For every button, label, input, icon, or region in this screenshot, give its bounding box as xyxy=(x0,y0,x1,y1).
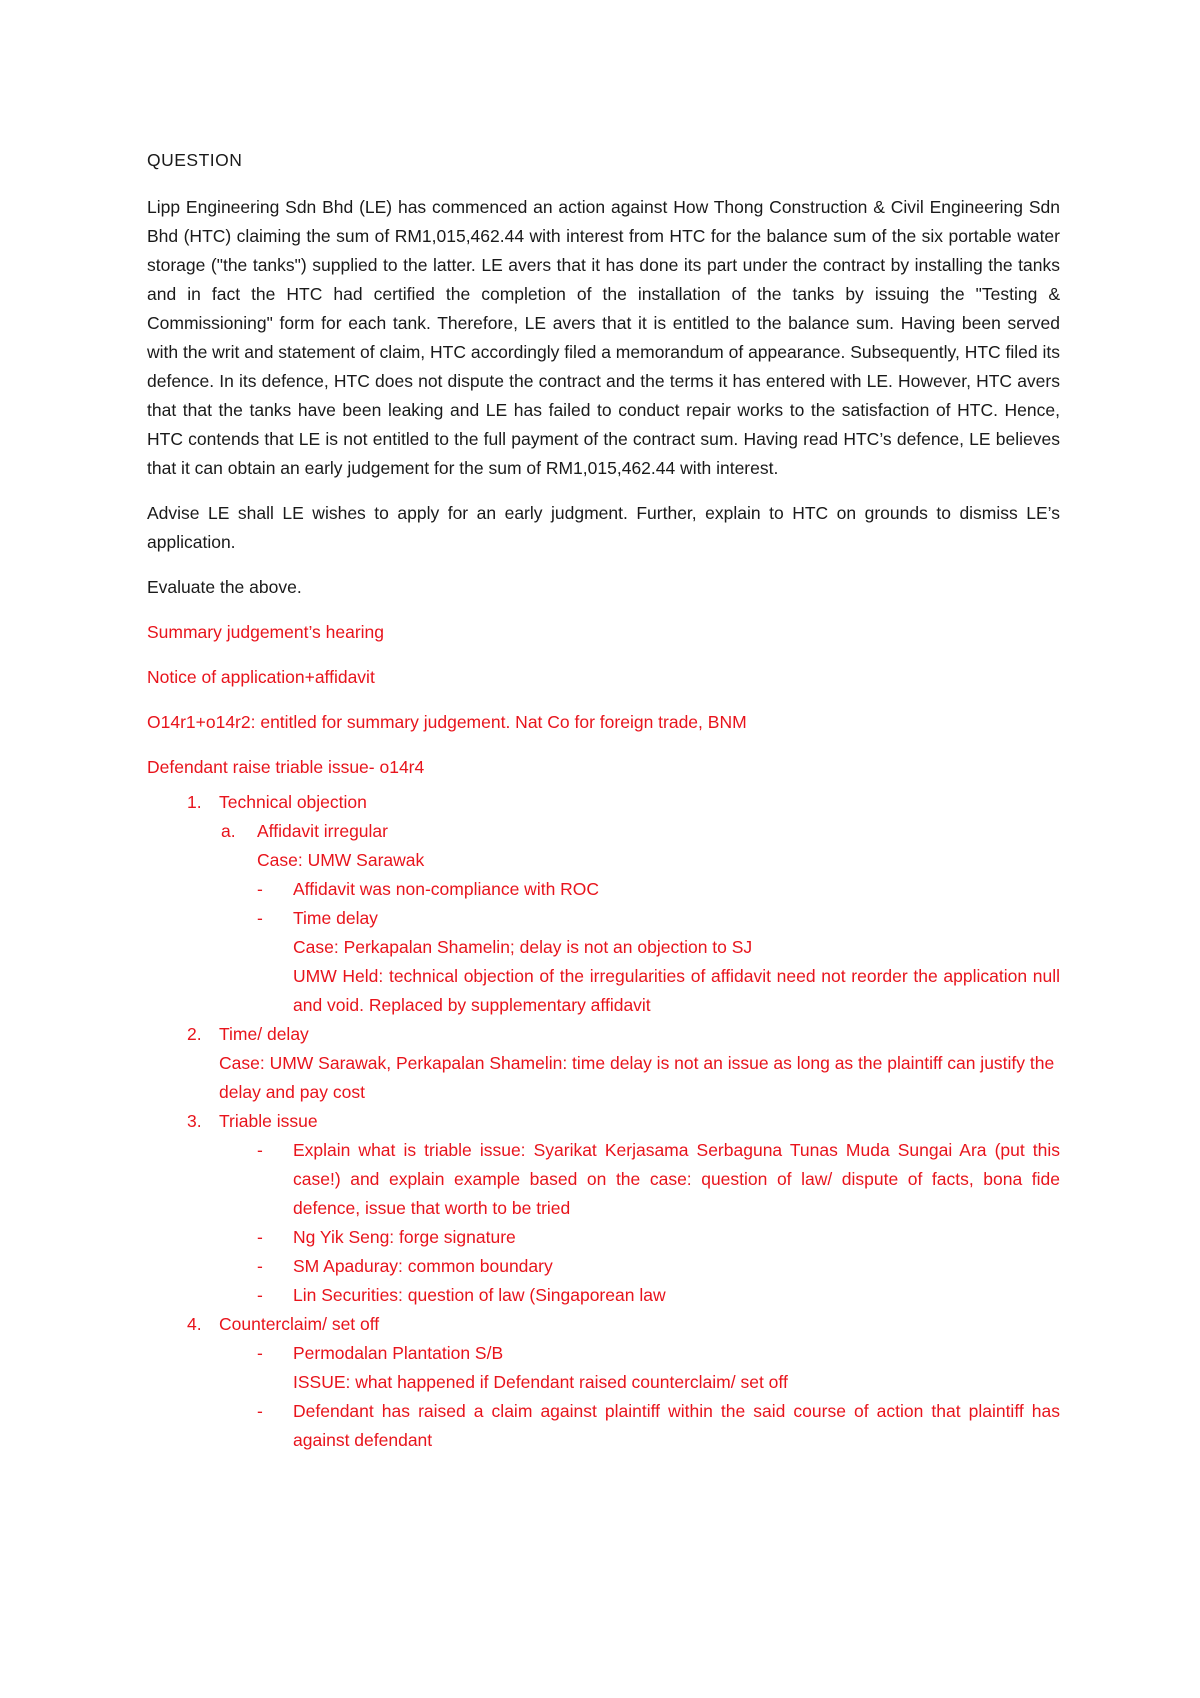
dash-item xyxy=(147,1223,1060,1252)
dash-item xyxy=(147,1252,1060,1281)
list-item-label: Technical objection xyxy=(219,792,367,812)
sub-list-item xyxy=(147,817,1060,846)
note-notice-of-application: Notice of application+affidavit xyxy=(147,667,375,687)
sub-list-letter: a. xyxy=(221,821,236,841)
dash-marker: - xyxy=(257,1256,263,1276)
held-text: UMW Held: technical objection of the irregularities of affidavit need not reorder the application null and void. Replaced by supplementary affidavit xyxy=(293,966,1060,1015)
dash-text: Defendant has raised a claim against plaintiff within the said course of action that plaintiff has against defendant xyxy=(293,1401,1060,1450)
advise-paragraph: Advise LE shall LE wishes to apply for an early judgment. Further, explain to HTC on grounds to dismiss LE’s application. xyxy=(147,503,1060,552)
dash-marker: - xyxy=(257,879,263,899)
list-item-text: Case: UMW Sarawak, Perkapalan Shamelin: time delay is not an issue as long as the plaintiff can justify the delay and pay cost xyxy=(219,1053,1055,1102)
dash-marker: - xyxy=(257,1140,263,1160)
issue-line: ISSUE: what happened if Defendant raised counterclaim/ set off xyxy=(293,1372,788,1392)
sub-list-label: Affidavit irregular xyxy=(257,821,388,841)
note-o14-entitlement: O14r1+o14r2: entitled for summary judgement. Nat Co for foreign trade, BNM xyxy=(147,712,747,732)
dash-text: SM Apaduray: common boundary xyxy=(293,1256,553,1276)
case-line: Case: Perkapalan Shamelin; delay is not an objection to SJ xyxy=(293,937,753,957)
dash-marker: - xyxy=(257,1285,263,1305)
list-number: 1. xyxy=(187,792,202,812)
list-item xyxy=(147,1310,1060,1339)
evaluate-line: Evaluate the above. xyxy=(147,577,302,597)
question-body: Lipp Engineering Sdn Bhd (LE) has commenced an action against How Thong Construction & Civil Engineering Sdn Bhd (HTC) claiming the sum of RM1,015,462.44 with interest from HTC for the balance sum of the six portable water storage ("the tanks") supplied to the latter. LE avers that it has done its part under the contract by installing the tanks and in fact the HTC had certified the completion of the installation of the tanks by issuing the "Testing & Commissioning" form for each tank. Therefore, LE avers that it is entitled to the balance sum. Having been served with the writ and statement of claim, HTC accordingly filed a memorandum of appearance. Subsequently, HTC filed its defence. In its defence, HTC does not dispute the contract and the terms it has entered with LE. However, HTC avers that that the tanks have been leaking and LE has failed to conduct repair works to the satisfaction of HTC. Hence, HTC contends that LE is not entitled to the full payment of the contract sum. Having read HTC’s defence, LE believes that it can obtain an early judgement for the sum of RM1,015,462.44 with interest. xyxy=(147,197,1061,478)
list-item-label: Time/ delay xyxy=(219,1024,309,1044)
dash-marker: - xyxy=(257,1343,263,1363)
dash-item xyxy=(147,1339,1060,1368)
list-item xyxy=(147,788,1060,817)
list-item xyxy=(147,1107,1060,1136)
note-triable-issue: Defendant raise triable issue- o14r4 xyxy=(147,757,425,777)
dash-text: Ng Yik Seng: forge signature xyxy=(293,1227,516,1247)
dash-item xyxy=(147,1281,1060,1310)
list-item-label: Triable issue xyxy=(219,1111,318,1131)
dash-marker: - xyxy=(257,1401,263,1421)
dash-item xyxy=(147,1136,1060,1223)
dash-marker: - xyxy=(257,908,263,928)
question-heading: QUESTION xyxy=(147,150,243,170)
note-summary-judgement-hearing: Summary judgement’s hearing xyxy=(147,622,385,642)
document-content xyxy=(147,146,1060,1455)
list-item-label: Counterclaim/ set off xyxy=(219,1314,380,1334)
list-number: 4. xyxy=(187,1314,202,1334)
list-item xyxy=(147,1020,1060,1049)
dash-item xyxy=(147,1397,1060,1455)
dash-text: Time delay xyxy=(293,908,378,928)
dash-text: Permodalan Plantation S/B xyxy=(293,1343,504,1363)
dash-text: Lin Securities: question of law (Singaporean law xyxy=(293,1285,666,1305)
dash-marker: - xyxy=(257,1227,263,1247)
dash-item xyxy=(147,875,1060,904)
dash-text: Affidavit was non-compliance with ROC xyxy=(293,879,600,899)
dash-text: Explain what is triable issue: Syarikat Kerjasama Serbaguna Tunas Muda Sungai Ara (put this case!) and explain example based on the case: question of law/ dispute of facts, bona fide defence, issue that worth to be tried xyxy=(293,1140,1060,1218)
dash-item xyxy=(147,904,1060,933)
case-line: Case: UMW Sarawak xyxy=(257,850,425,870)
numbered-list xyxy=(147,788,1060,1455)
list-number: 2. xyxy=(187,1024,202,1044)
list-number: 3. xyxy=(187,1111,202,1131)
